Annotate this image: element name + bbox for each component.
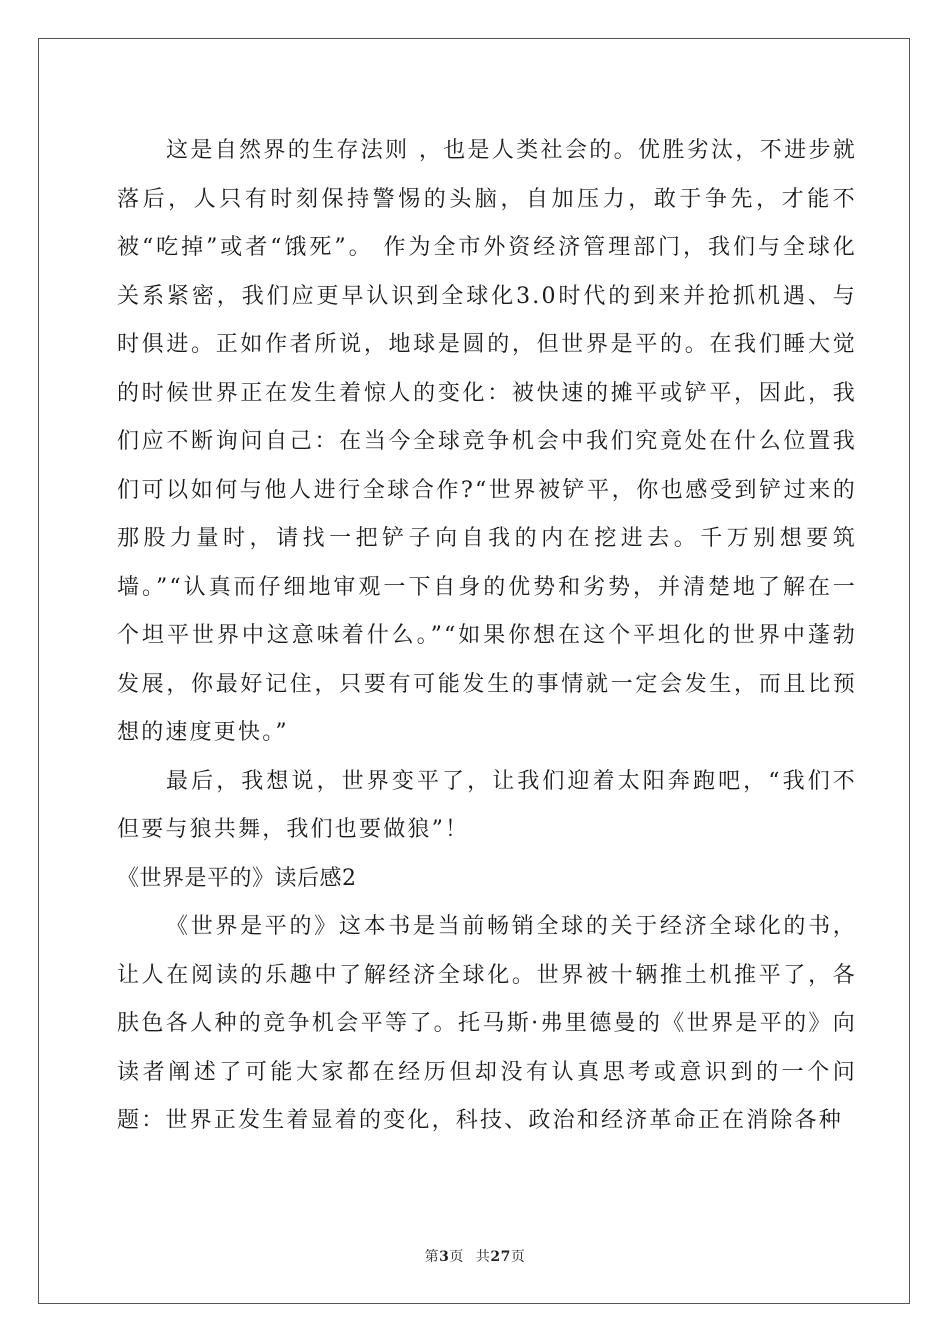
total-suffix: 页 xyxy=(510,1249,526,1265)
page-prefix: 第 xyxy=(424,1249,440,1265)
page-footer xyxy=(0,1246,950,1266)
page-number: 3 xyxy=(439,1249,450,1265)
document-body xyxy=(117,127,857,1146)
total-prefix: 共 xyxy=(475,1249,491,1265)
body-paragraph-1: 这是自然界的生存法则 ，也是人类社会的。优胜劣汰，不进步就落后，人只有时刻保持警惕的头脑，自加压力，敢于争先，才能不被“吃掉”或者“饿死”。 作为全市外资经济管理部门，我们与全球化关系紧密，我们应更早认识到全球化3.0时代的到来并抢抓机遇、与时俱进。正如作者所说，地球是圆的，但世界是平的。在我们睡大觉的时候世界正在发生着惊人的变化：被快速的摊平或铲平，因此，我们应不断询问自己：在当今全球竞争机会中我们究竟处在什么位置我们可以如何与他人进行全球合作?“世界被铲平，你也感受到铲过来的那股力量时，请找一把铲子向自我的内在挖进去。千万别想要筑墙。”“认真而仔细地审观一下自身的优势和劣势，并清楚地了解在一个坦平世界中这意味着什么。”“如果你想在这个平坦化的世界中蓬勃发展，你最好记住，只要有可能发生的事情就一定会发生，而且比预想的速度更快。” xyxy=(117,138,857,745)
total-pages: 27 xyxy=(490,1249,511,1265)
body-paragraph-2: 最后，我想说，世界变平了，让我们迎着太阳奔跑吧，“我们不但要与狼共舞，我们也要做狼”！ xyxy=(117,768,857,842)
section-heading: 《世界是平的》读后感2 xyxy=(117,865,357,891)
page-suffix: 页 xyxy=(449,1249,464,1265)
body-paragraph-3: 《世界是平的》这本书是当前畅销全球的关于经济全球化的书，让人在阅读的乐趣中了解经济全球化。世界被十辆推土机推平了，各肤色各人种的竞争机会平等了。托马斯·弗里德曼的《世界是平的》向读者阐述了可能大家都在经历但却没有认真思考或意识到的一个问题：世界正发生着显着的变化，科技、政治和经济革命正在消除各种 xyxy=(117,914,857,1133)
